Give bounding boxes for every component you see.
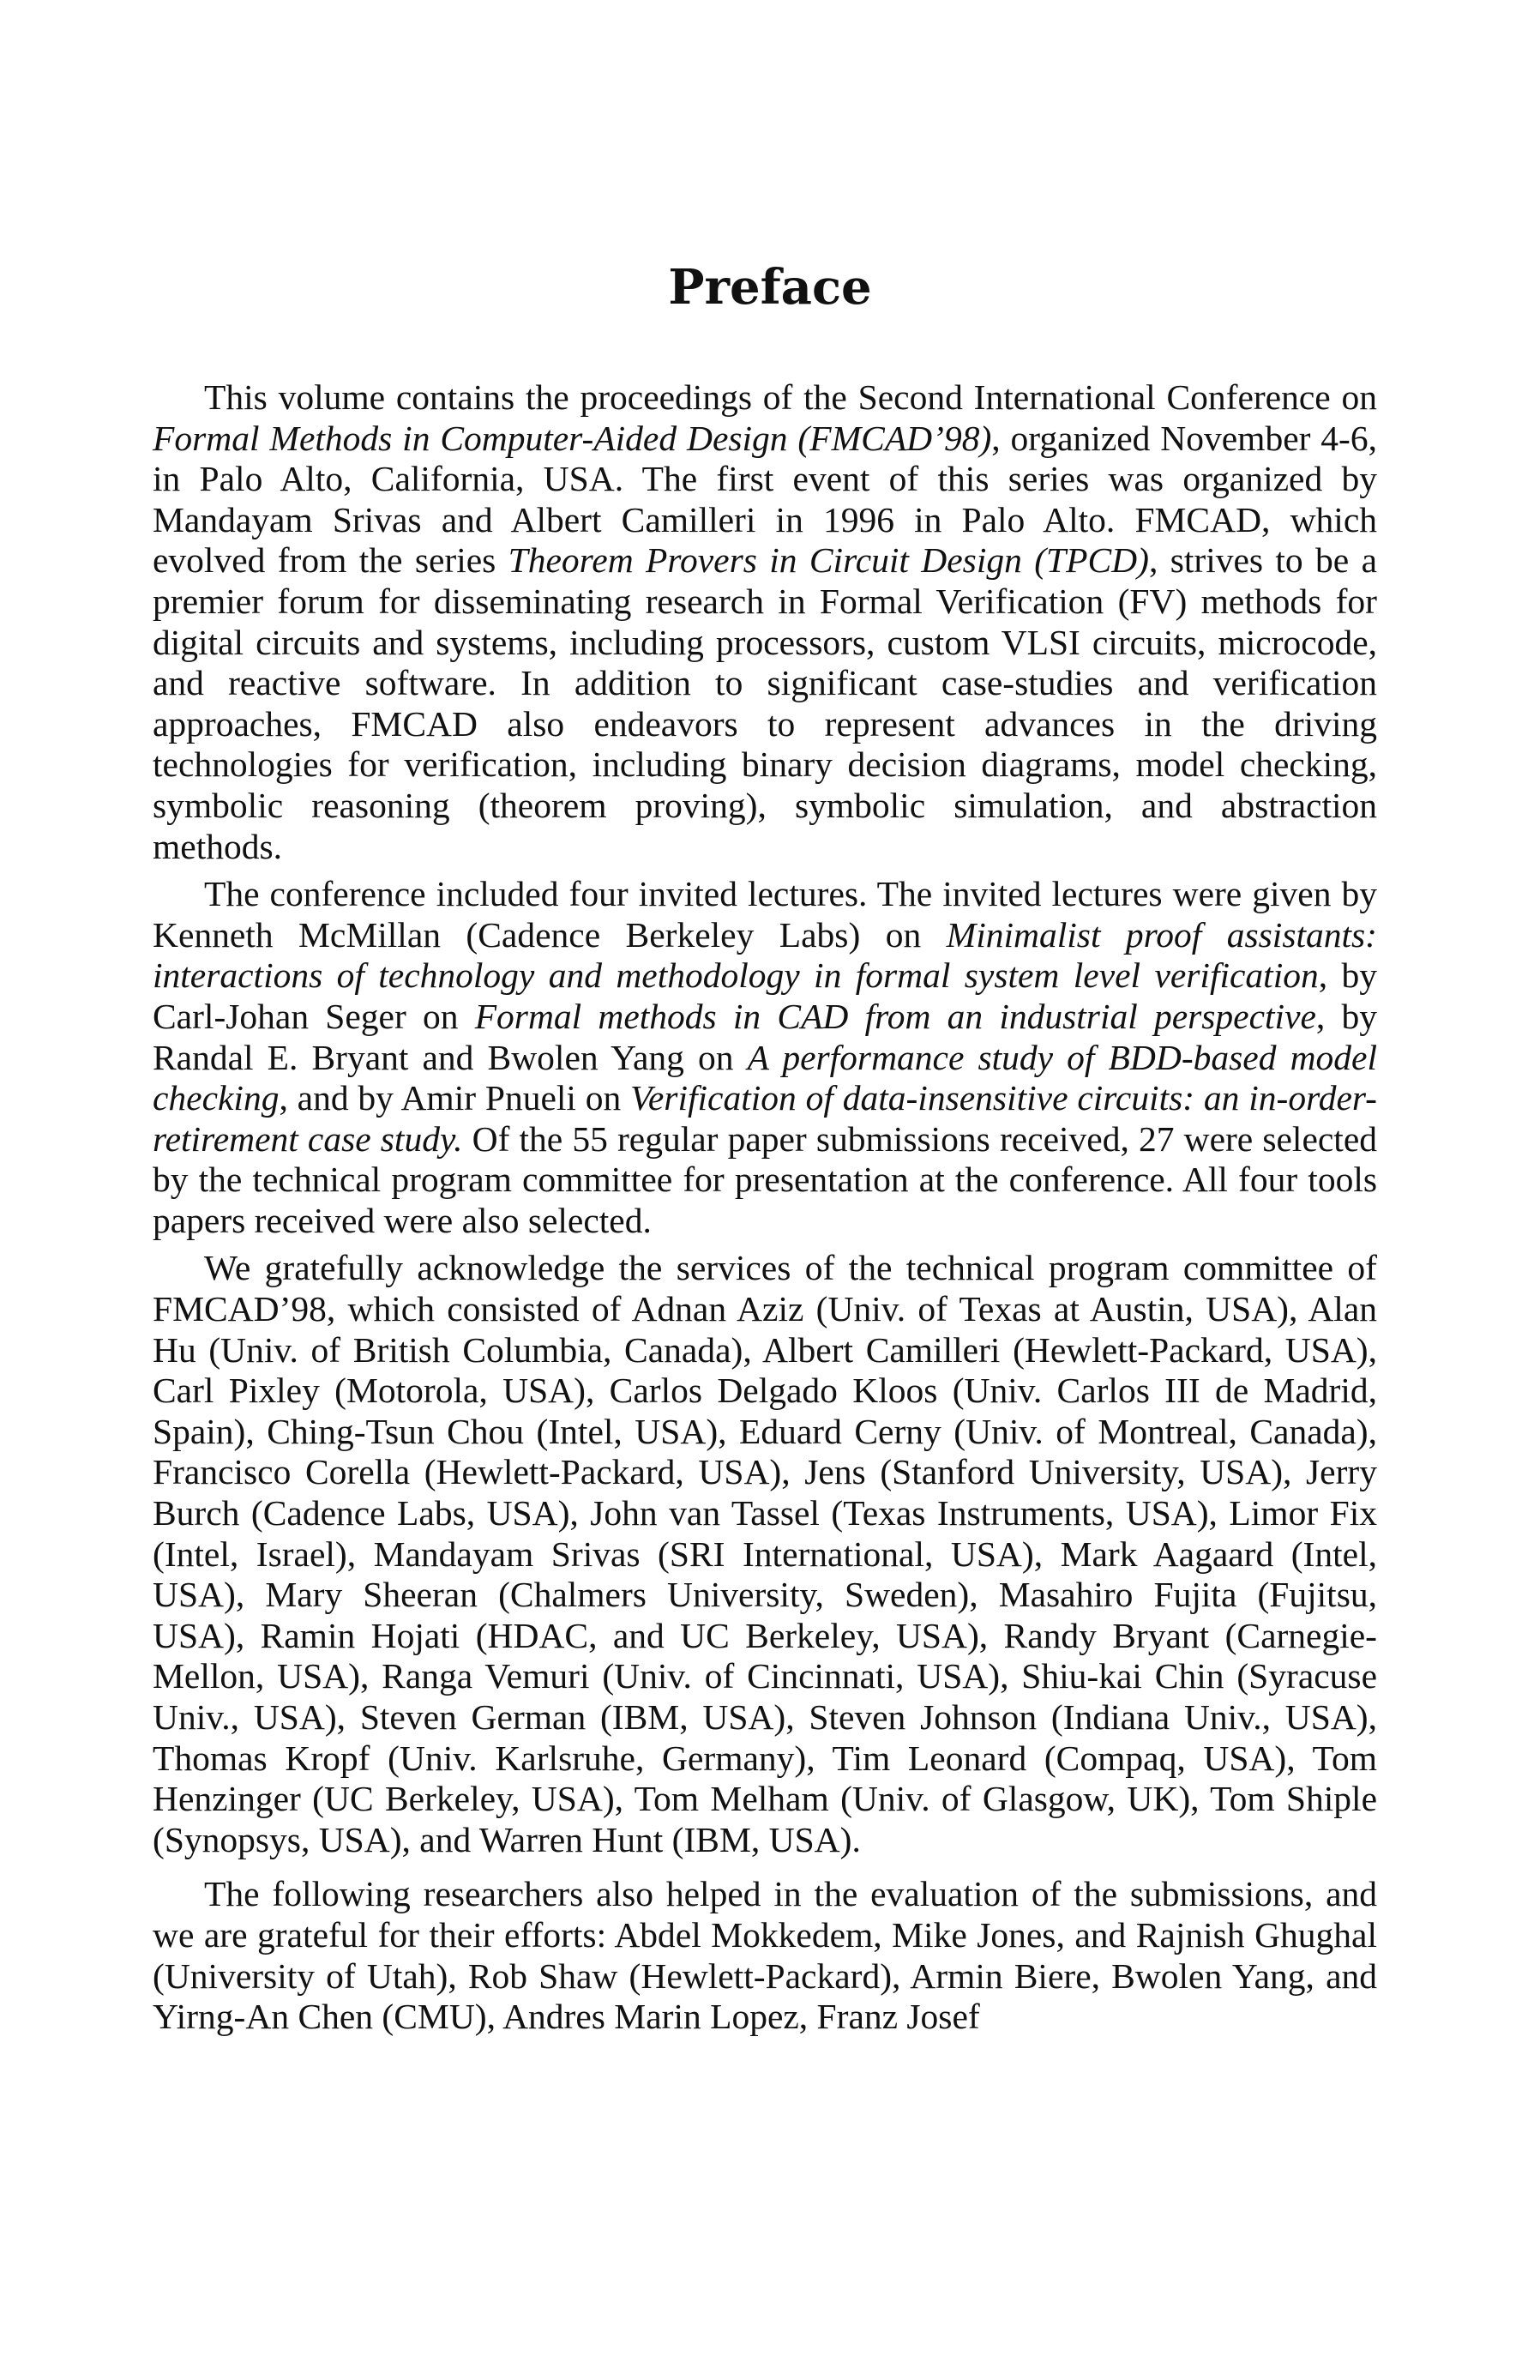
paragraph-reviewers: [153, 1874, 1377, 2037]
series-name: Theorem Provers in Circuit Design (TPCD): [508, 540, 1149, 581]
paragraph-text: Of the 55 regular paper submissions received, 27 were selected by the technical program committee for presentation at the conference. All four tools papers received were also selected.: [153, 1118, 1377, 1240]
paragraph-committee: [153, 1248, 1377, 1860]
paragraph-text: The following researchers also helped in the evaluation of the submissions, and we are grateful for their efforts: Abdel Mokkedem, Mike Jones, and Rajnish Ghughal (University of Utah), Rob Shaw (Hewlett-Packard), Armin Biere, Bwolen Yang, and Yirng-An Chen (CMU), Andres Marin Lopez, Franz Josef: [153, 1874, 1377, 2037]
paragraph-text: This volume contains the proceedings of the Second International Conference on: [204, 377, 1377, 417]
page-title: Preface: [668, 259, 872, 316]
lecture-title: Formal methods in CAD from an industrial perspective: [474, 996, 1316, 1036]
paragraph-invited-lectures: [153, 874, 1377, 1241]
paragraph-text: We gratefully acknowledge the services of the technical program committee of FMCAD’98, which consisted of Adnan Aziz (Univ. of Texas at Austin, USA), Alan Hu (Univ. of British Columbia, Canada), Albert Camilleri (Hewlett-Packard, USA), Carl Pixley (Motorola, USA), Carlos Delgado Kloos (Univ. Carlos III de Madrid, Spain), Ching-Tsun Chou (Intel, USA), Eduard Cerny (Univ. of Montreal, Canada), Francisco Corella (Hewlett-Packard, USA), Jens (Stanford University, USA), Jerry Burch (Cadence Labs, USA), John van Tassel (Texas Instruments, USA), Limor Fix (Intel, Israel), Mandayam Srivas (SRI International, USA), Mark Aagaard (Intel, USA), Mary Sheeran (Chalmers University, Sweden), Masahiro Fujita (Fujitsu, USA), Ramin Hojati (HDAC, and UC Berkeley, USA), Randy Bryant (Carnegie-Mellon, USA), Ranga Vemuri (Univ. of Cincinnati, USA), Shiu-kai Chin (Syracuse Univ., USA), Steven German (IBM, USA), Steven Johnson (Indiana Univ., USA), Thomas Kropf (Univ. Karlsruhe, Germany), Tim Leonard (Compaq, USA), Tom Henzinger (UC Berkeley, USA), Tom Melham (Univ. of Glasgow, UK), Tom Shiple (Synopsys, USA), and Warren Hunt (IBM, USA).: [153, 1248, 1377, 1859]
paragraph-intro: [153, 377, 1377, 867]
paragraph-text: , organized November 4-6, in Palo Alto, California, USA. The first event of this series was organized by Mandayam Srivas and Albert Camilleri in 1996 in Palo Alto. FMCAD, which evolved from the series: [153, 418, 1377, 581]
paragraph-text: , by Randal E. Bryant and Bwolen Yang on: [153, 996, 1377, 1077]
paragraph-text: The conference included four invited lectures. The invited lectures were given by Kenneth McMillan (Cadence Berkeley Labs) on: [153, 874, 1377, 955]
lecture-title: A performance study of BDD-based model checking: [153, 1037, 1377, 1118]
lecture-title: Verification of data-insensitive circuits: an in-order-retirement case study.: [153, 1078, 1377, 1159]
preface-body: [153, 377, 1377, 2038]
paragraph-text: , strives to be a premier forum for disseminating research in Formal Verification (FV) methods for digital circuits and systems, including processors, custom VLSI circuits, microcode, and reactive software. In addition to significant case-studies and verification approaches, FMCAD also endeavors to represent advances in the driving technologies for verification, including binary decision diagrams, model checking, symbolic reasoning (theorem proving), symbolic simulation, and abstraction methods.: [153, 540, 1377, 866]
paragraph-text: , and by Amir Pnueli on: [279, 1078, 631, 1118]
paragraph-text: , by Carl-Johan Seger on: [153, 955, 1377, 1036]
conference-name: Formal Methods in Computer-Aided Design (FMCAD’98): [153, 418, 992, 458]
lecture-title: Minimalist proof assistants: interactions of technology and methodology in formal system level verification: [153, 914, 1377, 996]
